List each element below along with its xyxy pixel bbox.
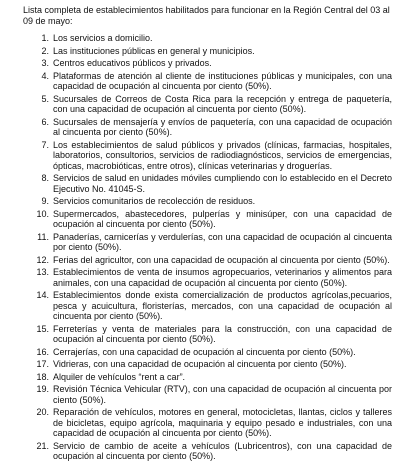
list-item-text: Ferias del agricultor, con una capacidad de ocupación al cincuenta por ciento (50%). [53, 254, 390, 265]
list-item-text: Alquiler de vehículos “rent a car”. [53, 371, 186, 382]
list-item-text: Panaderías, carnicerías y verdulerías, con una capacidad de ocupación al cincuenta por ciento (50%). [53, 231, 392, 252]
list-item [23, 267, 392, 288]
list-item-number: 4. [41, 70, 49, 81]
list-item-text: Reparación de vehículos, motores en general, motocicletas, llantas, ciclos y talleres de bicicletas, equipo agrícola, maquinaria y equipo pesado e industriales, con una capacidad de ocupación al cincuenta por ciento (50%). [53, 407, 392, 438]
list-item-number: 3. [41, 58, 49, 68]
list-item-text: Servicios de salud en unidades móviles cumpliendo con lo establecido en el Decreto Ejecutivo No. 41045-S. [53, 173, 392, 194]
list-item-number: 18. [36, 371, 49, 382]
establishments-list [23, 33, 392, 462]
list-item-number: 15. [36, 323, 49, 334]
list-item-text: Sucursales de mensajería y envíos de paquetería, con una capacidad de ocupación al cincuenta por ciento (50%). [53, 116, 392, 137]
list-item-text: Las instituciones públicas en general y municipios. [53, 45, 255, 56]
list-item-text: Establecimientos de venta de insumos agropecuarios, veterinarios y alimentos para animales, con una capacidad de ocupación al cincuenta por ciento (50%). [53, 267, 392, 288]
list-item-number: 17. [36, 359, 49, 369]
list-item [23, 173, 392, 194]
list-item [23, 196, 392, 207]
intro-paragraph: Lista completa de establecimientos habilitados para funcionar en la Región Central del 03 al 09 de mayo: [23, 5, 390, 26]
list-item [23, 232, 392, 253]
list-item [23, 117, 392, 138]
list-item-number: 2. [41, 45, 49, 56]
list-item-number: 19. [36, 384, 49, 394]
list-item-number: 12. [36, 254, 49, 265]
list-item-number: 5. [41, 93, 49, 104]
list-item-number: 8. [41, 173, 49, 183]
list-item-number: 6. [41, 116, 49, 127]
list-item [23, 372, 392, 383]
list-item-text: Establecimientos donde exista comercialización de productos agrícolas,pecuarios, pesca y acuicultura, floristerías, mercados, con una capacidad de ocupación al cincuenta por ciento (50%). [53, 290, 392, 321]
list-item-text: Servicio de cambio de aceite a vehículos (Lubricentros), con una capacidad de ocupación al cincuenta por ciento (50%). [53, 440, 392, 461]
list-item [23, 71, 392, 92]
list-item [23, 359, 392, 370]
list-item-text: Supermercados, abastecedores, pulperías y minisúper, con una capacidad de ocupación al cincuenta por ciento (50%). [53, 208, 392, 229]
list-item-number: 20. [36, 407, 49, 417]
list-item-number: 21. [36, 440, 49, 451]
list-item-text: Centros educativos públicos y privados. [53, 58, 212, 68]
list-item [23, 140, 392, 172]
list-item [23, 46, 392, 57]
list-item-number: 14. [36, 290, 49, 300]
list-item-number: 7. [41, 139, 49, 150]
list-item-text: Los establecimientos de salud públicos y privados (clínicas, farmacias, hospitales, laboratorios, consultorios, servicios de radiodiagnósticos, servicios de emergencias, ópticas, macrobióticas, entre otros), clínicas veterinarias y droguerías. [53, 139, 392, 171]
list-item-text: Revisión Técnica Vehicular (RTV), con una capacidad de ocupación al cincuenta por ciento (50%). [53, 384, 392, 405]
list-item [23, 441, 392, 462]
list-item-number: 13. [36, 267, 49, 277]
list-item [23, 255, 392, 266]
list-item [23, 94, 392, 115]
list-item-text: Vidrieras, con una capacidad de ocupación al cincuenta por ciento (50%). [53, 359, 347, 369]
list-item [23, 58, 392, 69]
list-item-text: Sucursales de Correos de Costa Rica para la recepción y entrega de paquetería, con una capacidad de ocupación al cincuenta por ciento (50%). [53, 93, 392, 114]
list-item-number: 9. [41, 196, 49, 206]
list-item [23, 290, 392, 322]
list-item [23, 324, 392, 345]
list-item-text: Servicios comunitarios de recolección de residuos. [53, 196, 256, 206]
list-item-number: 1. [41, 33, 49, 43]
list-item-text: Cerrajerías, con una capacidad de ocupación al cincuenta por ciento (50%). [53, 346, 356, 357]
list-item [23, 407, 392, 439]
list-item-text: Los servicios a domicilio. [53, 33, 153, 43]
list-item [23, 347, 392, 358]
list-item-number: 10. [36, 208, 49, 219]
list-item [23, 384, 392, 405]
list-item-number: 11. [37, 231, 49, 242]
list-item-text: Ferreterías y venta de materiales para la construcción, con una capacidad de ocupación al cincuenta por ciento (50%). [53, 323, 392, 344]
list-item [23, 209, 392, 230]
list-item-number: 16. [36, 346, 49, 357]
list-item [23, 33, 392, 44]
list-item-text: Plataformas de atención al cliente de instituciones públicas y municipales, con una capacidad de ocupación al cincuenta por ciento (50%). [53, 70, 392, 91]
